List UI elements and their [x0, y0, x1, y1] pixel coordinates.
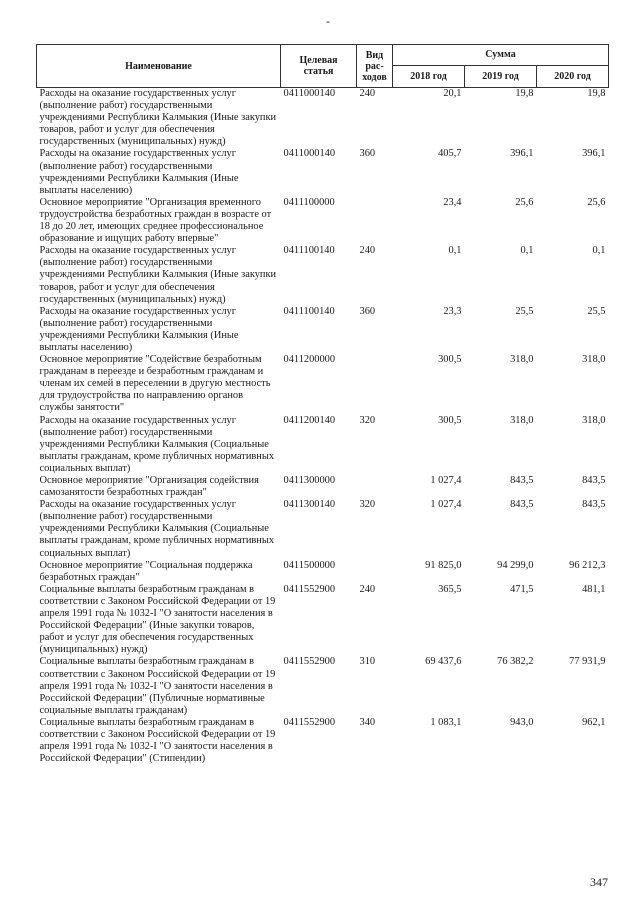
- row-value-2019: 843,5: [510, 499, 534, 511]
- row-value-2018: 23,4: [443, 196, 462, 208]
- row-value-2018: 1 027,4: [430, 499, 462, 511]
- header-year-2018: 2018 год: [393, 65, 465, 87]
- row-target-code: 0411552900: [283, 583, 336, 595]
- row-expense-type: [357, 475, 393, 499]
- row-value-2019: 25,6: [515, 196, 534, 208]
- row-expense-type: 360: [359, 305, 376, 317]
- table-row: [37, 560, 609, 584]
- row-target-code: 0411000140: [283, 148, 336, 160]
- table-row: [37, 197, 609, 245]
- row-value-2018: 20,1: [443, 88, 462, 99]
- row-value-2019: 943,0: [510, 716, 534, 728]
- row-value-2020: 843,5: [582, 475, 606, 486]
- top-mark: -: [326, 14, 330, 28]
- row-expense-type: 340: [359, 716, 376, 728]
- row-expense-type: [357, 354, 393, 414]
- row-value-2018: 405,7: [438, 148, 462, 160]
- row-value-2018: 300,5: [438, 354, 462, 366]
- page-number: 347: [590, 875, 608, 889]
- row-target-code: 0411100140: [283, 305, 335, 317]
- header-year-2019: 2019 год: [465, 65, 537, 87]
- row-value-2020: 318,0: [582, 354, 606, 366]
- row-expense-type: 360: [359, 148, 376, 160]
- row-value-2020: 25,6: [587, 196, 606, 208]
- row-value-2020: 481,1: [582, 583, 606, 595]
- row-expense-type: 240: [359, 88, 376, 99]
- row-name: Основное мероприятие "Организация временного трудоустройства безработных граждан в возрасте от 18 до 20 лет, имеющих среднее профессиональное образование и ищущих работу впервые": [39, 196, 272, 245]
- row-target-code: 0411552900: [283, 656, 336, 668]
- header-year-2020: 2020 год: [537, 65, 609, 87]
- row-value-2018: 365,5: [438, 583, 462, 595]
- row-value-2019: 471,5: [510, 583, 534, 595]
- row-target-code: 0411000140: [283, 88, 336, 99]
- header-target: Целевая статья: [281, 45, 357, 88]
- row-value-2018: 69 437,6: [425, 656, 462, 668]
- table-body: [37, 88, 609, 766]
- table-row: [37, 148, 609, 196]
- row-target-code: 0411100140: [283, 245, 335, 257]
- budget-table: [36, 44, 609, 765]
- table-row: [37, 475, 609, 499]
- row-name: Основное мероприятие "Организация содействия самозанятости безработных граждан": [39, 475, 259, 499]
- table-row: [37, 245, 609, 305]
- row-name: Расходы на оказание государственных услуг (выполнение работ) государственными учреждениями Республики Калмыкия (Иные закупки товаров, работ и услуг для обеспечения государственных (муниципальных) нужд): [39, 245, 277, 305]
- row-expense-type: [357, 197, 393, 245]
- header-type: Вид рас-ходов: [357, 45, 393, 88]
- row-name: Социальные выплаты безработным гражданам в соответствии с Законом Российской Федерации от 19 апреля 1991 года № 1032-I "О занятости населения в Российской Федерации" (Иные закупки товаров, работ и услуг для обеспечения государственных (муниципальных) нужд): [39, 583, 276, 656]
- row-expense-type: [357, 560, 393, 584]
- table-row: [37, 88, 609, 149]
- row-value-2019: 318,0: [510, 414, 534, 426]
- row-expense-type: 240: [359, 245, 376, 257]
- table-row: [37, 499, 609, 559]
- row-value-2020: 0,1: [592, 245, 606, 257]
- row-value-2020: 318,0: [582, 414, 606, 426]
- row-value-2019: 25,5: [515, 305, 534, 317]
- table-row: [37, 656, 609, 716]
- row-value-2018: 0,1: [448, 245, 462, 257]
- row-value-2020: 25,5: [587, 305, 606, 317]
- row-expense-type: 320: [359, 499, 376, 511]
- row-name: Расходы на оказание государственных услуг (выполнение работ) государственными учреждениями Республики Калмыкия (Социальные выплаты гражданам, кроме публичных нормативных социальных выплат): [39, 414, 275, 474]
- table-row: [37, 306, 609, 354]
- row-value-2019: 843,5: [510, 475, 534, 486]
- row-value-2018: 91 825,0: [425, 559, 462, 571]
- row-name: Социальные выплаты безработным гражданам в соответствии с Законом Российской Федерации от 19 апреля 1991 года № 1032-I "О занятости населения в Российской Федерации" (Стипендии): [39, 716, 276, 765]
- row-target-code: 0411552900: [283, 716, 336, 728]
- row-name: Основное мероприятие "Содействие безработным гражданам в переезде и безработным гражданам и членам их семей в переселении в другую местность для трудоустройства по направлению органов службы занятости": [39, 354, 271, 414]
- row-value-2019: 396,1: [510, 148, 534, 160]
- row-name: Расходы на оказание государственных услуг (выполнение работ) государственными учреждениями Республики Калмыкия (Иные выплаты населению): [39, 148, 239, 196]
- table-row: [37, 415, 609, 475]
- row-name: Расходы на оказание государственных услуг (выполнение работ) государственными учреждениями Республики Калмыкия (Иные выплаты населению): [39, 305, 239, 353]
- row-target-code: 0411300140: [283, 499, 336, 511]
- row-target-code: 0411200000: [283, 354, 336, 366]
- row-name: Основное мероприятие "Социальная поддержка безработных граждан": [39, 559, 253, 583]
- row-expense-type: 240: [359, 583, 376, 595]
- row-value-2020: 962,1: [582, 716, 606, 728]
- table-row: [37, 354, 609, 414]
- row-value-2018: 23,3: [443, 305, 462, 317]
- row-expense-type: 310: [359, 656, 376, 668]
- row-value-2020: 843,5: [582, 499, 606, 511]
- row-value-2019: 94 299,0: [497, 559, 534, 571]
- row-value-2018: 1 083,1: [430, 716, 462, 728]
- row-target-code: 0411500000: [283, 559, 336, 571]
- row-name: Расходы на оказание государственных услуг (выполнение работ) государственными учреждениями Республики Калмыкия (Социальные выплаты гражданам, кроме публичных нормативных социальных выплат): [39, 499, 275, 559]
- row-name: Расходы на оказание государственных услуг (выполнение работ) государственными учреждениями Республики Калмыкия (Иные закупки товаров, работ и услуг для обеспечения государственных (муниципальных) нужд): [39, 88, 277, 148]
- row-value-2019: 318,0: [510, 354, 534, 366]
- table-row: [37, 584, 609, 657]
- row-value-2019: 76 382,2: [497, 656, 534, 668]
- row-name: Социальные выплаты безработным гражданам в соответствии с Законом Российской Федерации от 19 апреля 1991 года № 1032-I "О занятости населения в Российской Федерации" (Публичные нормативные социальные выплаты гражданам): [39, 656, 276, 716]
- row-value-2018: 300,5: [438, 414, 462, 426]
- row-value-2020: 77 931,9: [569, 656, 606, 668]
- row-value-2020: 19,8: [587, 88, 606, 99]
- header-sum: Сумма: [393, 45, 609, 66]
- row-value-2019: 0,1: [520, 245, 534, 257]
- row-target-code: 0411300000: [283, 475, 336, 486]
- header-name: Наименование: [37, 45, 281, 88]
- row-value-2018: 1 027,4: [430, 475, 462, 486]
- row-target-code: 0411100000: [283, 196, 335, 208]
- row-value-2020: 396,1: [582, 148, 606, 160]
- table-row: [37, 717, 609, 765]
- row-value-2019: 19,8: [515, 88, 534, 99]
- row-expense-type: 320: [359, 414, 376, 426]
- row-target-code: 0411200140: [283, 414, 336, 426]
- row-value-2020: 96 212,3: [569, 559, 606, 571]
